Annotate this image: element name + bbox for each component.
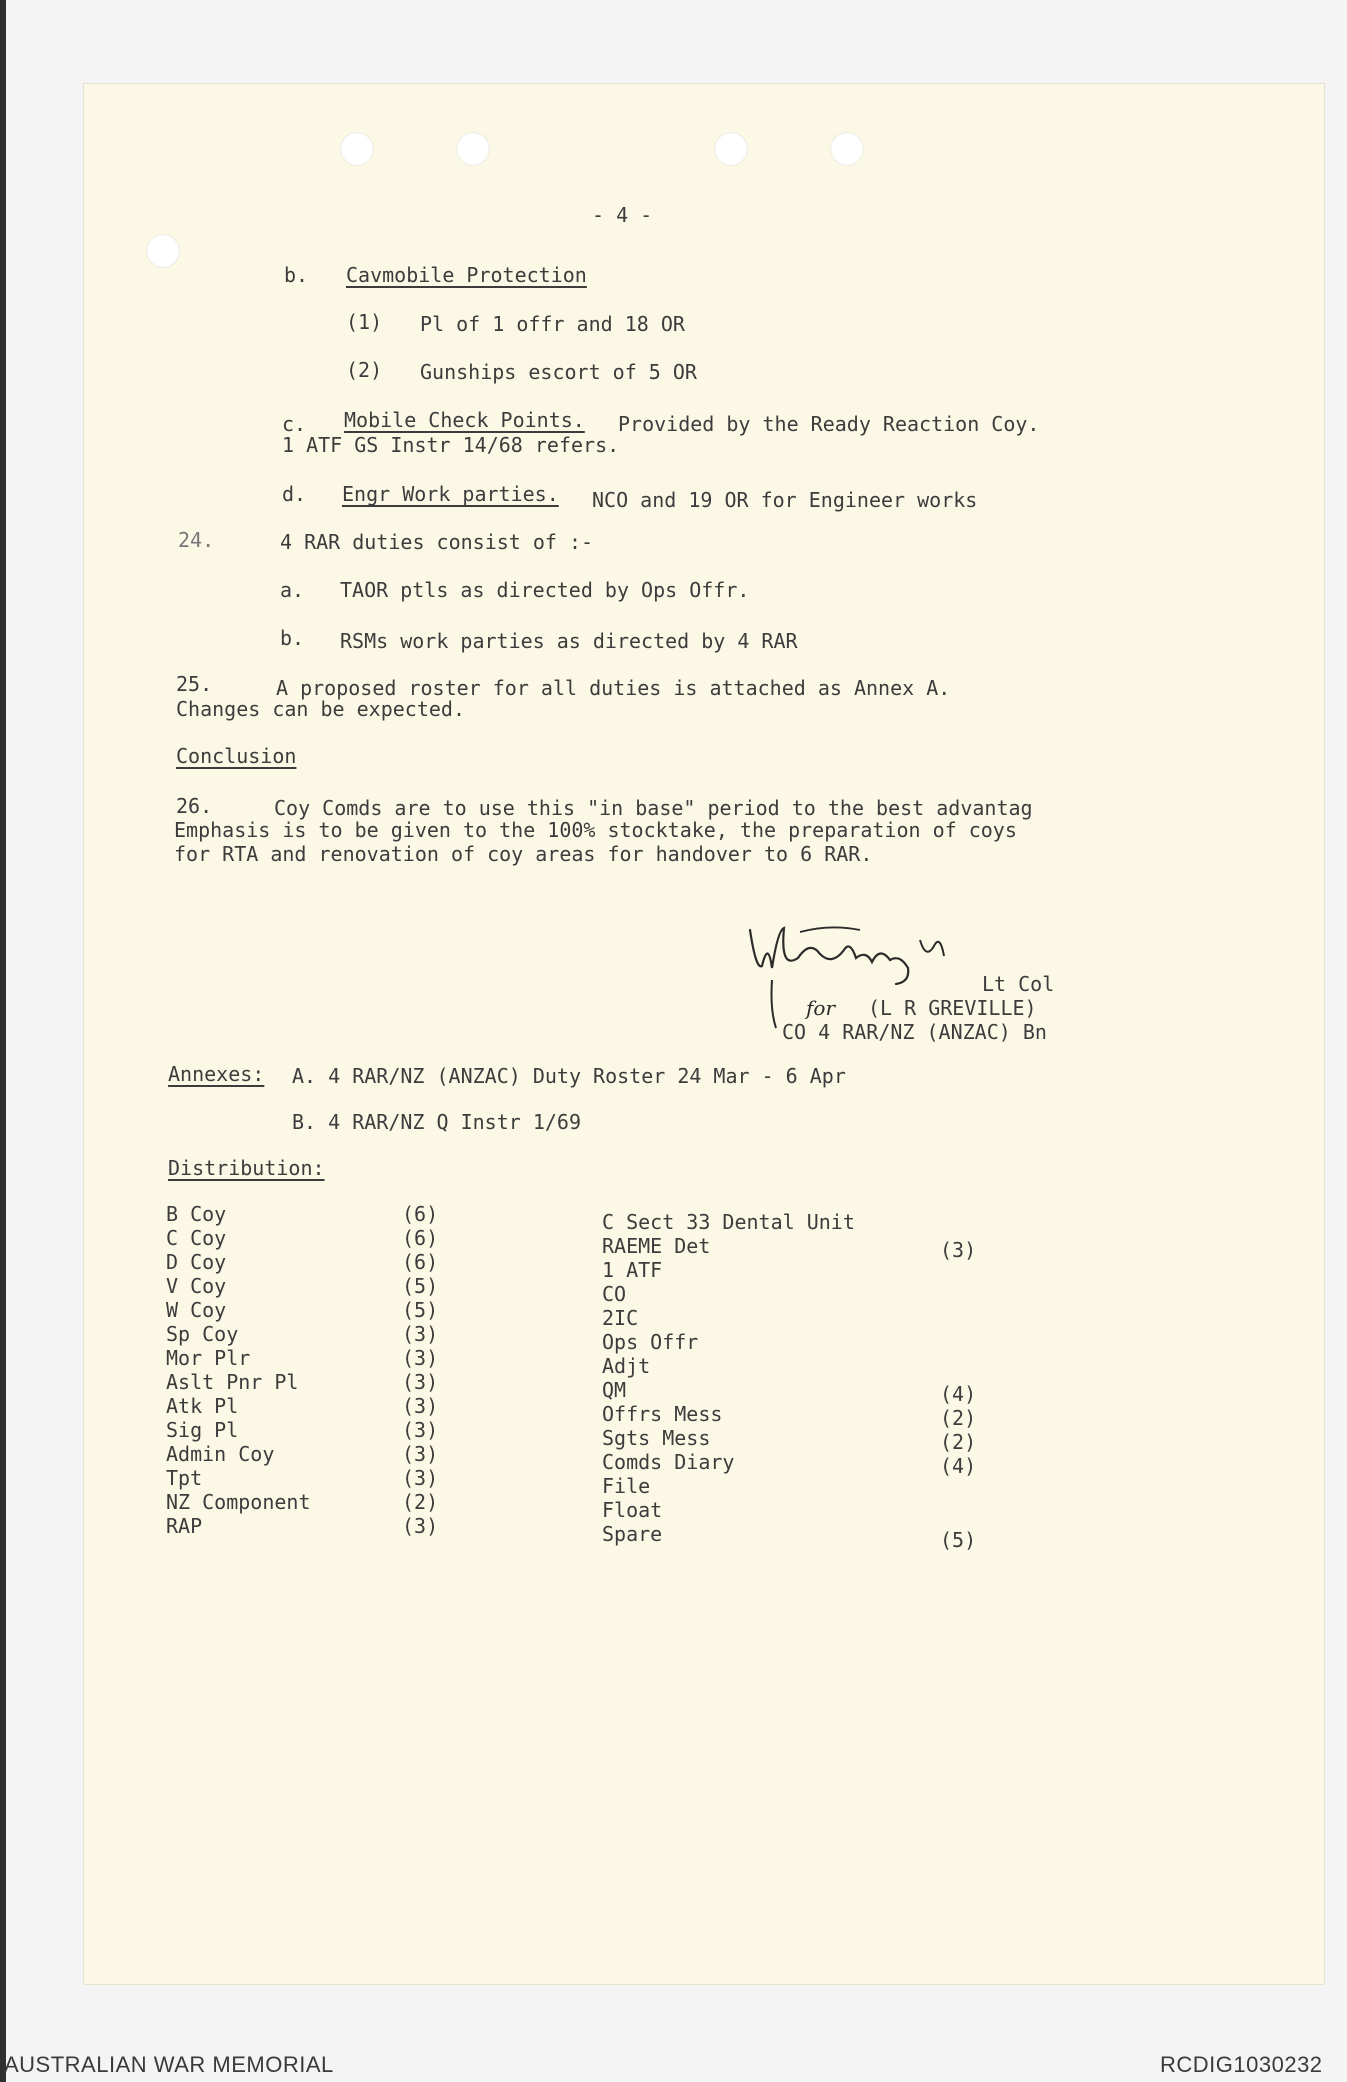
para-24-text: 4 RAR duties consist of :- [280, 530, 594, 554]
item-c-text-line2: 1 ATF GS Instr 14/68 refers. [282, 433, 620, 457]
item-d-label: d. [282, 482, 307, 506]
distribution-right-count: (2) [940, 1430, 977, 1454]
page-number: - 4 - [592, 203, 653, 227]
distribution-right-name: Float [602, 1498, 663, 1522]
distribution-right-name: 1 ATF [602, 1258, 663, 1282]
para-24a-text: TAOR ptls as directed by Ops Offr. [340, 578, 750, 602]
item-c-label: c. [282, 412, 307, 436]
distribution-right-name: Spare [602, 1522, 663, 1546]
distribution-right-count: (4) [940, 1382, 977, 1406]
distribution-left-name: Mor Plr [166, 1346, 251, 1370]
distribution-left-name: V Coy [166, 1274, 227, 1298]
distribution-left-name: W Coy [166, 1298, 227, 1322]
para-24b-label: b. [280, 626, 305, 650]
distribution-right-count: (2) [940, 1406, 977, 1430]
distribution-left-count: (6) [402, 1226, 439, 1250]
footer-source: AUSTRALIAN WAR MEMORIAL [4, 2052, 334, 2077]
distribution-left-name: Sp Coy [166, 1322, 239, 1346]
distribution-left-count: (3) [402, 1322, 439, 1346]
signature-name: (L R GREVILLE) [868, 996, 1037, 1020]
distribution-left-count: (3) [402, 1514, 439, 1538]
distribution-right-name: Sgts Mess [602, 1426, 711, 1450]
distribution-left-name: Tpt [166, 1466, 203, 1490]
distribution-left-count: (5) [402, 1274, 439, 1298]
distribution-right-name: Adjt [602, 1354, 651, 1378]
distribution-left-name: Atk Pl [166, 1394, 239, 1418]
distribution-left-count: (3) [402, 1442, 439, 1466]
distribution-left-count: (2) [402, 1490, 439, 1514]
distribution-left-name: RAP [166, 1514, 203, 1538]
distribution-right-count: (5) [940, 1528, 977, 1552]
para-24a-label: a. [280, 578, 305, 602]
annexes-heading: Annexes: [168, 1062, 265, 1086]
item-b-title: Cavmobile Protection [346, 263, 587, 287]
distribution-left-count: (3) [402, 1346, 439, 1370]
punch-hole [146, 234, 180, 268]
distribution-left-name: B Coy [166, 1202, 227, 1226]
signature-for: for [806, 996, 836, 1020]
distribution-left-name: Sig Pl [166, 1418, 239, 1442]
distribution-right-name: File [602, 1474, 651, 1498]
distribution-right-name: Comds Diary [602, 1450, 735, 1474]
punch-hole [830, 132, 864, 166]
distribution-left-count: (6) [402, 1250, 439, 1274]
para-26-line3: for RTA and renovation of coy areas for handover to 6 RAR. [174, 842, 873, 866]
distribution-left-name: NZ Component [166, 1490, 311, 1514]
distribution-right-name: 2IC [602, 1306, 639, 1330]
item-b-label: b. [284, 263, 309, 287]
distribution-left-count: (3) [402, 1370, 439, 1394]
para-26-number: 26. [176, 794, 213, 818]
distribution-right-name: QM [602, 1378, 627, 1402]
distribution-right-name: C Sect 33 Dental Unit [602, 1210, 855, 1234]
para-25-number: 25. [176, 672, 213, 696]
item-b2-text: Gunships escort of 5 OR [420, 360, 697, 384]
distribution-right-name: RAEME Det [602, 1234, 711, 1258]
item-b1-text: Pl of 1 offr and 18 OR [420, 312, 685, 336]
punch-hole [456, 132, 490, 166]
annex-b: B. 4 RAR/NZ Q Instr 1/69 [292, 1110, 581, 1134]
signature-title: CO 4 RAR/NZ (ANZAC) Bn [782, 1020, 1047, 1044]
conclusion-heading: Conclusion [176, 744, 297, 768]
scanner-edge [0, 0, 6, 2082]
item-c-title: Mobile Check Points. [344, 408, 585, 432]
document-sheet [84, 84, 1324, 1984]
para-24b-text: RSMs work parties as directed by 4 RAR [340, 629, 798, 653]
signature-rank: Lt Col [982, 972, 1055, 996]
item-c-text: Provided by the Ready Reaction Coy. [618, 412, 1040, 436]
punch-hole [714, 132, 748, 166]
distribution-right-count: (3) [940, 1238, 977, 1262]
distribution-left-count: (3) [402, 1466, 439, 1490]
para-25-line1: A proposed roster for all duties is attached as Annex A. [276, 676, 951, 700]
item-d-text: NCO and 19 OR for Engineer works [592, 488, 978, 512]
distribution-right-name: Ops Offr [602, 1330, 699, 1354]
distribution-left-name: C Coy [166, 1226, 227, 1250]
item-b1-number: (1) [346, 310, 383, 334]
item-d-title: Engr Work parties. [342, 482, 559, 506]
footer-record-id: RCDIG1030232 [1160, 2052, 1323, 2077]
para-26-line2: Emphasis is to be given to the 100% stocktake, the preparation of coys [174, 818, 1017, 842]
annex-a: A. 4 RAR/NZ (ANZAC) Duty Roster 24 Mar - 6 Apr [292, 1064, 846, 1088]
distribution-right-name: Offrs Mess [602, 1402, 723, 1426]
distribution-right-count: (4) [940, 1454, 977, 1478]
distribution-heading: Distribution: [168, 1156, 325, 1180]
distribution-left-count: (3) [402, 1394, 439, 1418]
distribution-left-name: Admin Coy [166, 1442, 275, 1466]
item-b2-number: (2) [346, 358, 383, 382]
distribution-left-name: Aslt Pnr Pl [166, 1370, 299, 1394]
punch-hole [340, 132, 374, 166]
para-26-line1: Coy Comds are to use this "in base" period to the best advantag [274, 796, 1033, 820]
para-24-number: 24. [178, 528, 215, 552]
distribution-left-count: (6) [402, 1202, 439, 1226]
distribution-left-count: (5) [402, 1298, 439, 1322]
distribution-left-count: (3) [402, 1418, 439, 1442]
para-25-line2: Changes can be expected. [176, 697, 465, 721]
distribution-left-name: D Coy [166, 1250, 227, 1274]
distribution-right-name: CO [602, 1282, 627, 1306]
